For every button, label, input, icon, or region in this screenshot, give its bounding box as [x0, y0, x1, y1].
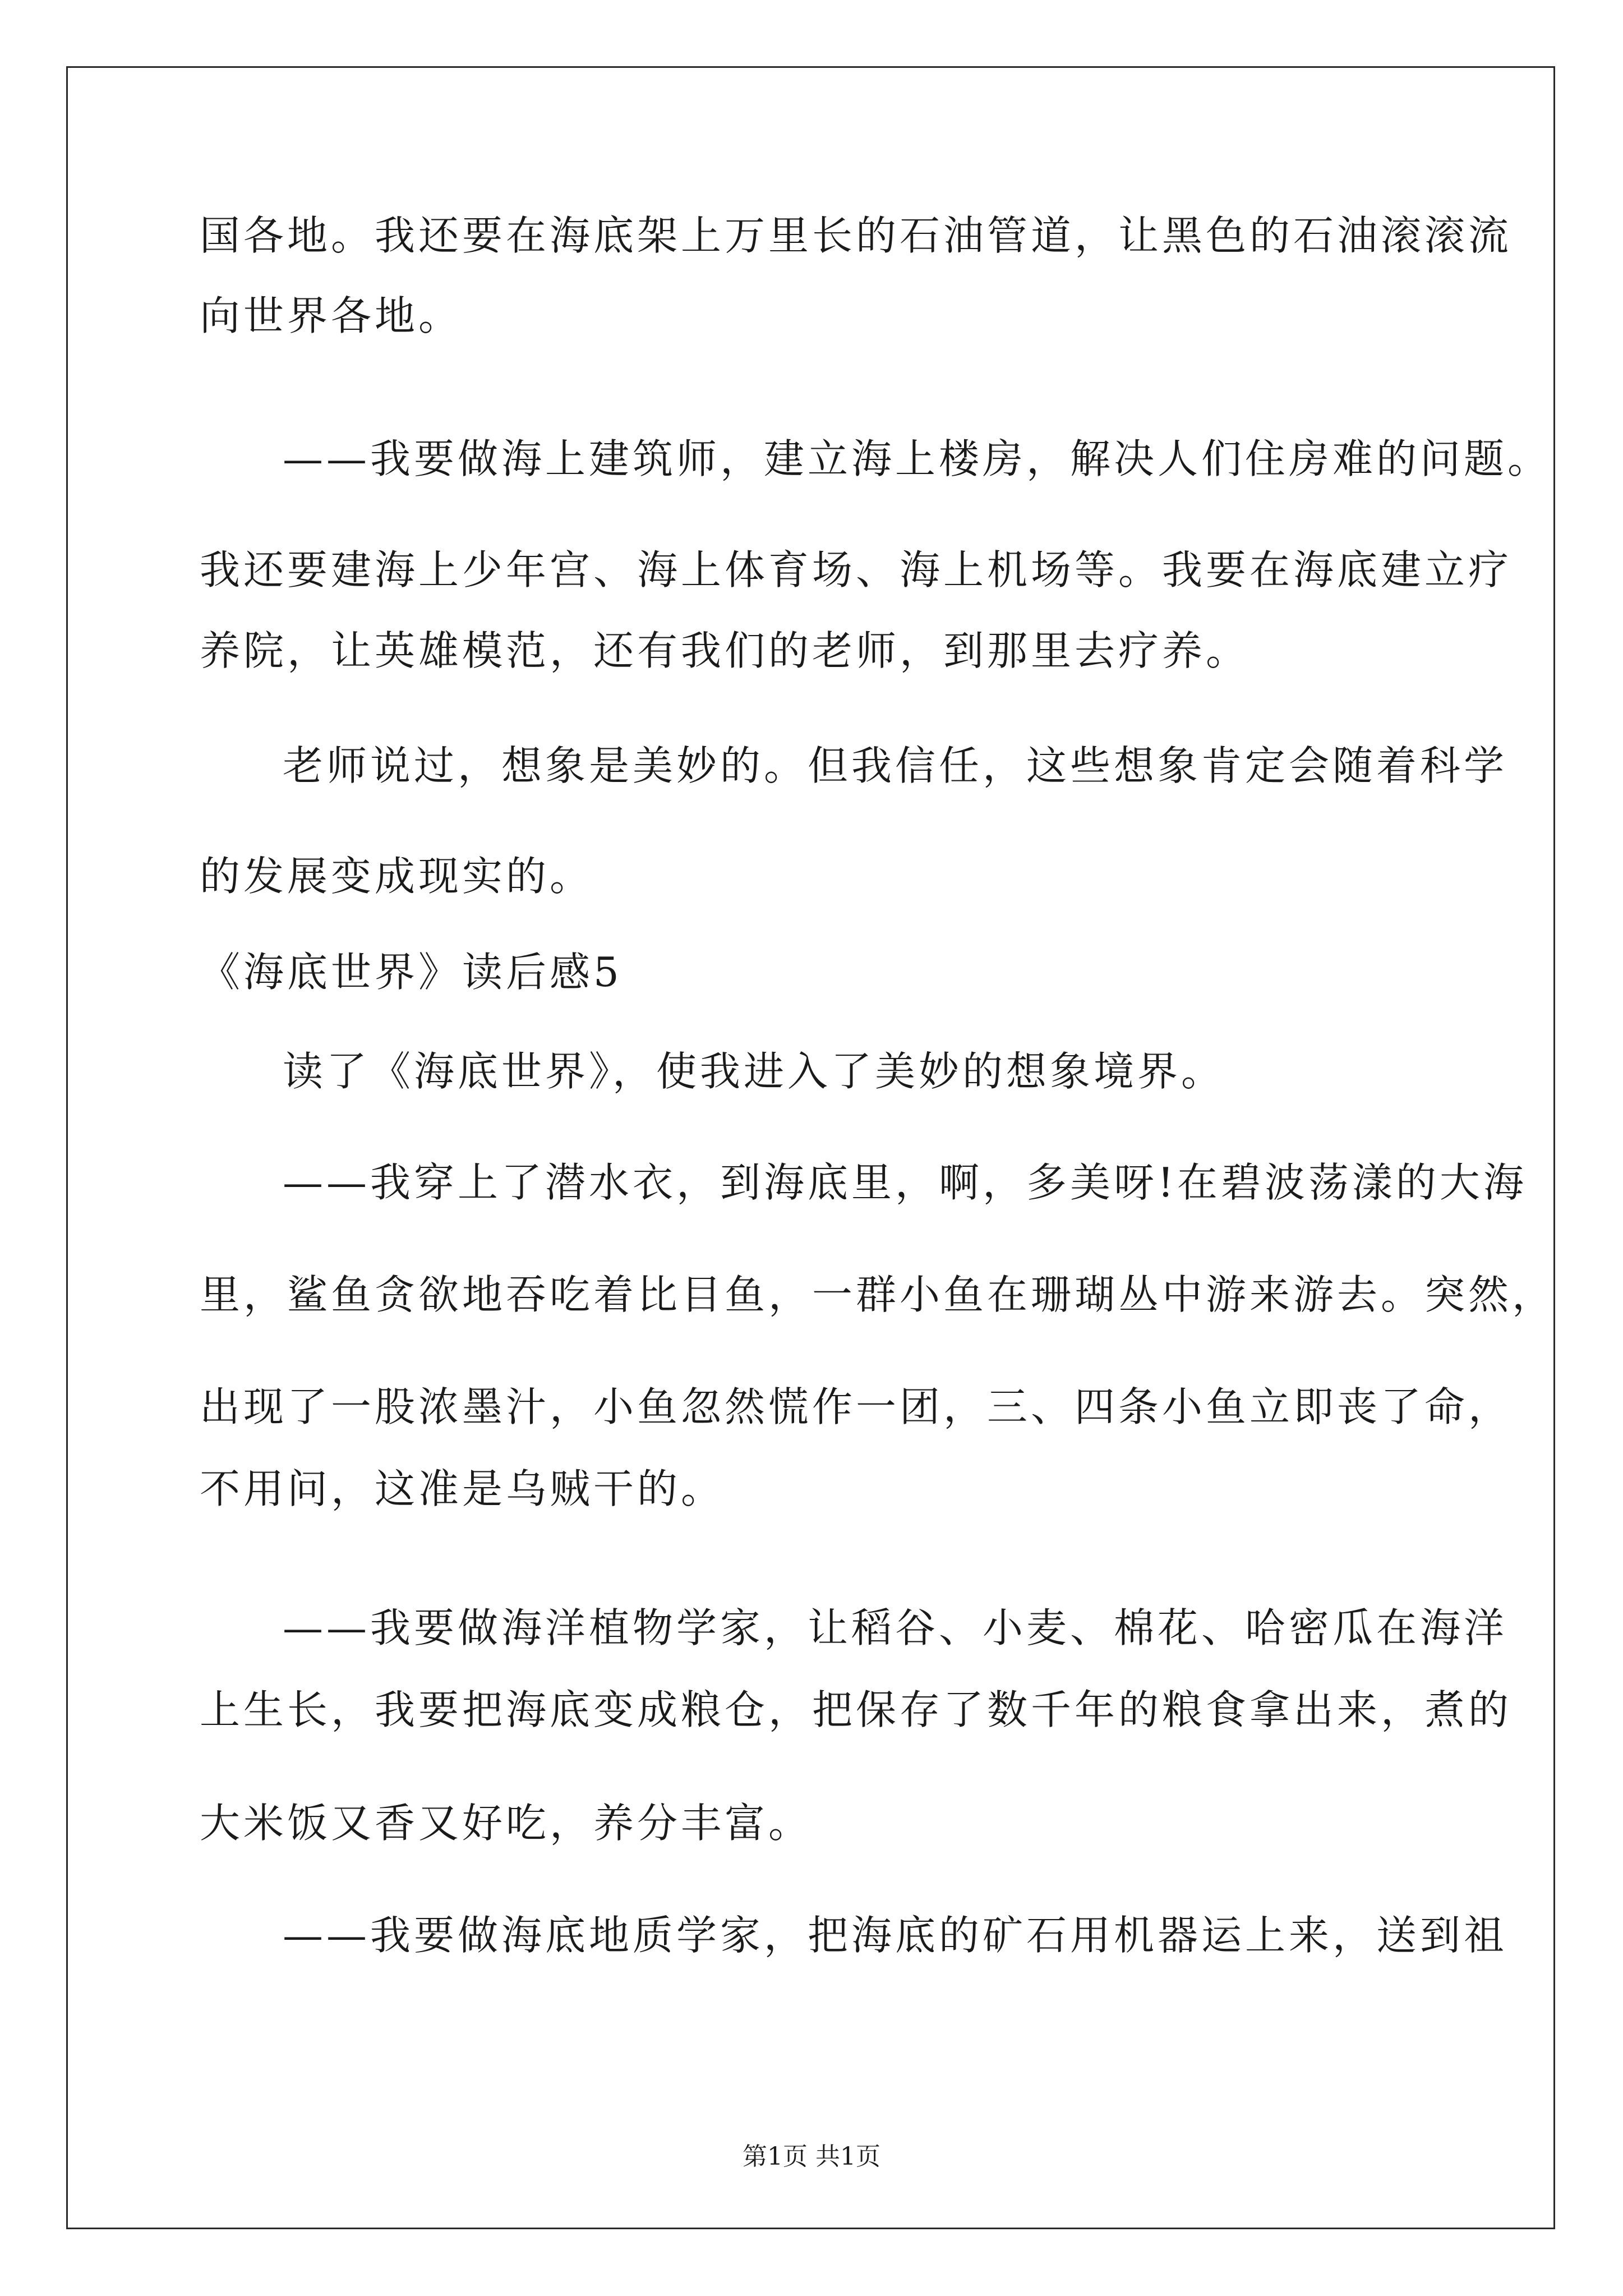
text-line: 国各地。我还要在海底架上万里长的石油管道，让黑色的石油滚滚流 [200, 212, 1513, 259]
text-line: 读了《海底世界》，使我进入了美妙的想象境界。 [283, 1048, 1225, 1095]
text-line: ——我穿上了潜水衣，到海底里，啊，多美呀!在碧波荡漾的大海 [283, 1159, 1527, 1206]
text-line: 养院，让英雄模范，还有我们的老师，到那里去疗养。 [200, 627, 1250, 674]
text-line: ——我要做海洋植物学家，让稻谷、小麦、棉花、哈密瓜在海洋 [283, 1604, 1508, 1651]
text-line: 上生长，我要把海底变成粮仓，把保存了数千年的粮食拿出来，煮的 [200, 1686, 1513, 1733]
page-footer: 第1页 共1页 [743, 2142, 880, 2171]
text-line: 出现了一股浓墨汁，小鱼忽然慌作一团，三、四条小鱼立即丧了命， [200, 1383, 1513, 1430]
text-line: 的发展变成现实的。 [200, 853, 594, 900]
text-line: ——我要做海底地质学家，把海底的矿石用机器运上来，送到祖 [283, 1912, 1508, 1959]
section-heading: 《海底世界》读后感5 [200, 949, 623, 996]
text-line: 向世界各地。 [200, 292, 463, 339]
text-line: ——我要做海上建筑师，建立海上楼房，解决人们住房难的问题。 [283, 435, 1552, 482]
text-line: 不用问，这准是乌贼干的。 [200, 1465, 725, 1512]
text-line: 老师说过，想象是美妙的。但我信任，这些想象肯定会随着科学 [283, 742, 1508, 789]
text-line: 里，鲨鱼贪欲地吞吃着比目鱼，一群小鱼在珊瑚丛中游来游去。突然， [200, 1271, 1556, 1318]
text-line: 我还要建海上少年宫、海上体育场、海上机场等。我要在海底建立疗 [200, 546, 1513, 593]
text-line: 大米饭又香又好吃，养分丰富。 [200, 1800, 813, 1847]
